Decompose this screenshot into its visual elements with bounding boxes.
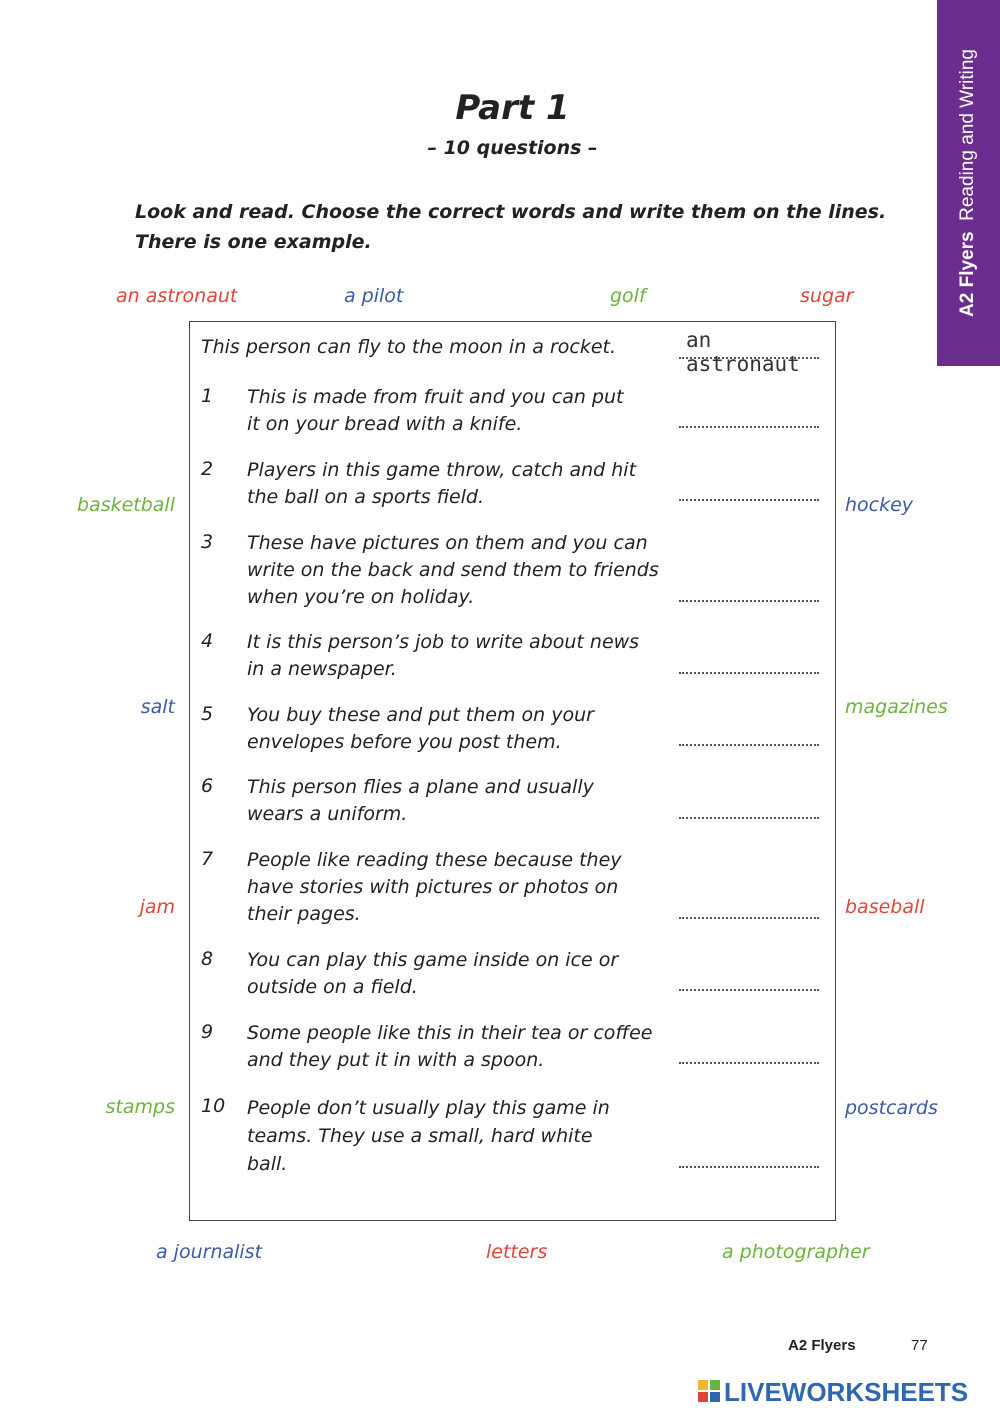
answer-line-6[interactable] [679,815,819,819]
question-number: 6 [201,775,214,797]
question-number: 4 [201,630,214,652]
question-number: 3 [201,531,214,553]
word-letters: letters [486,1241,548,1263]
question-text: People don’t usually play this game in teams. They use a small, hard white ball. [247,1097,610,1175]
instruction-line: There is one example. [135,231,372,253]
question-text: You can play this game inside on ice or outside on a field. [247,949,619,998]
page-number: 77 [911,1337,928,1354]
word-a-photographer: a photographer [722,1241,870,1263]
answer-line-5[interactable] [679,742,819,746]
answer-line-3[interactable] [679,598,819,602]
word-baseball: baseball [845,896,925,918]
question-number: 5 [201,703,214,725]
instructions [135,197,915,257]
question-text: People like reading these because they have stories with pictures or photos on their pages. [247,849,622,925]
instruction-line: Look and read. Choose the correct words and write them on the lines. [135,201,887,223]
question-text: These have pictures on them and you can write on the back and send them to friends when you’re on holiday. [247,532,659,608]
word-a-journalist: a journalist [156,1241,263,1263]
answer-line-2[interactable] [679,497,819,501]
word-stamps: stamps [105,1096,175,1118]
word-a-pilot: a pilot [344,285,404,307]
example-answer: an astronaut [686,328,800,376]
question-number: 2 [201,458,214,480]
page-title: Part 1 [455,88,570,128]
word-jam: jam [139,896,175,918]
answer-line-8[interactable] [679,987,819,991]
word-an-astronaut: an astronaut [116,285,238,307]
question-text: Players in this game throw, catch and hit the ball on a sports field. [247,459,637,508]
liveworksheets-wordmark: LIVEWORKSHEETS [724,1377,969,1407]
footer-label: A2 Flyers [788,1337,856,1354]
answer-line-9[interactable] [679,1060,819,1064]
liveworksheets-grid-icon [698,1380,720,1402]
liveworksheets-logo [698,1377,996,1407]
question-text: It is this person’s job to write about news in a newspaper. [247,631,640,680]
word-postcards: postcards [845,1097,938,1119]
question-box [189,321,836,1221]
question-number: 8 [201,948,214,970]
question-text: This person flies a plane and usually wears a uniform. [247,776,594,825]
word-hockey: hockey [845,494,914,516]
question-text: Some people like this in their tea or coffee and they put it in with a spoon. [247,1022,653,1071]
word-golf: golf [610,285,646,307]
side-tab-text: A2 Flyers Reading and Writing [957,49,978,317]
side-tab [937,0,1000,366]
page-subtitle: – 10 questions – [427,137,598,159]
word-salt: salt [140,696,175,718]
question-number: 10 [201,1095,226,1117]
example-answer-line [679,355,819,359]
question-text: You buy these and put them on your envelopes before you post them. [247,704,594,753]
example-text: This person can fly to the moon in a rocket. [201,336,617,358]
word-basketball: basketball [76,494,175,516]
question-number: 1 [201,385,214,407]
answer-line-7[interactable] [679,915,819,919]
answer-line-4[interactable] [679,670,819,674]
answer-line-10[interactable] [679,1164,819,1168]
word-magazines: magazines [845,696,948,718]
question-number: 9 [201,1021,214,1043]
word-sugar: sugar [800,285,854,307]
question-number: 7 [201,848,214,870]
question-text: This is made from fruit and you can put it on your bread with a knife. [247,386,624,435]
answer-line-1[interactable] [679,424,819,428]
